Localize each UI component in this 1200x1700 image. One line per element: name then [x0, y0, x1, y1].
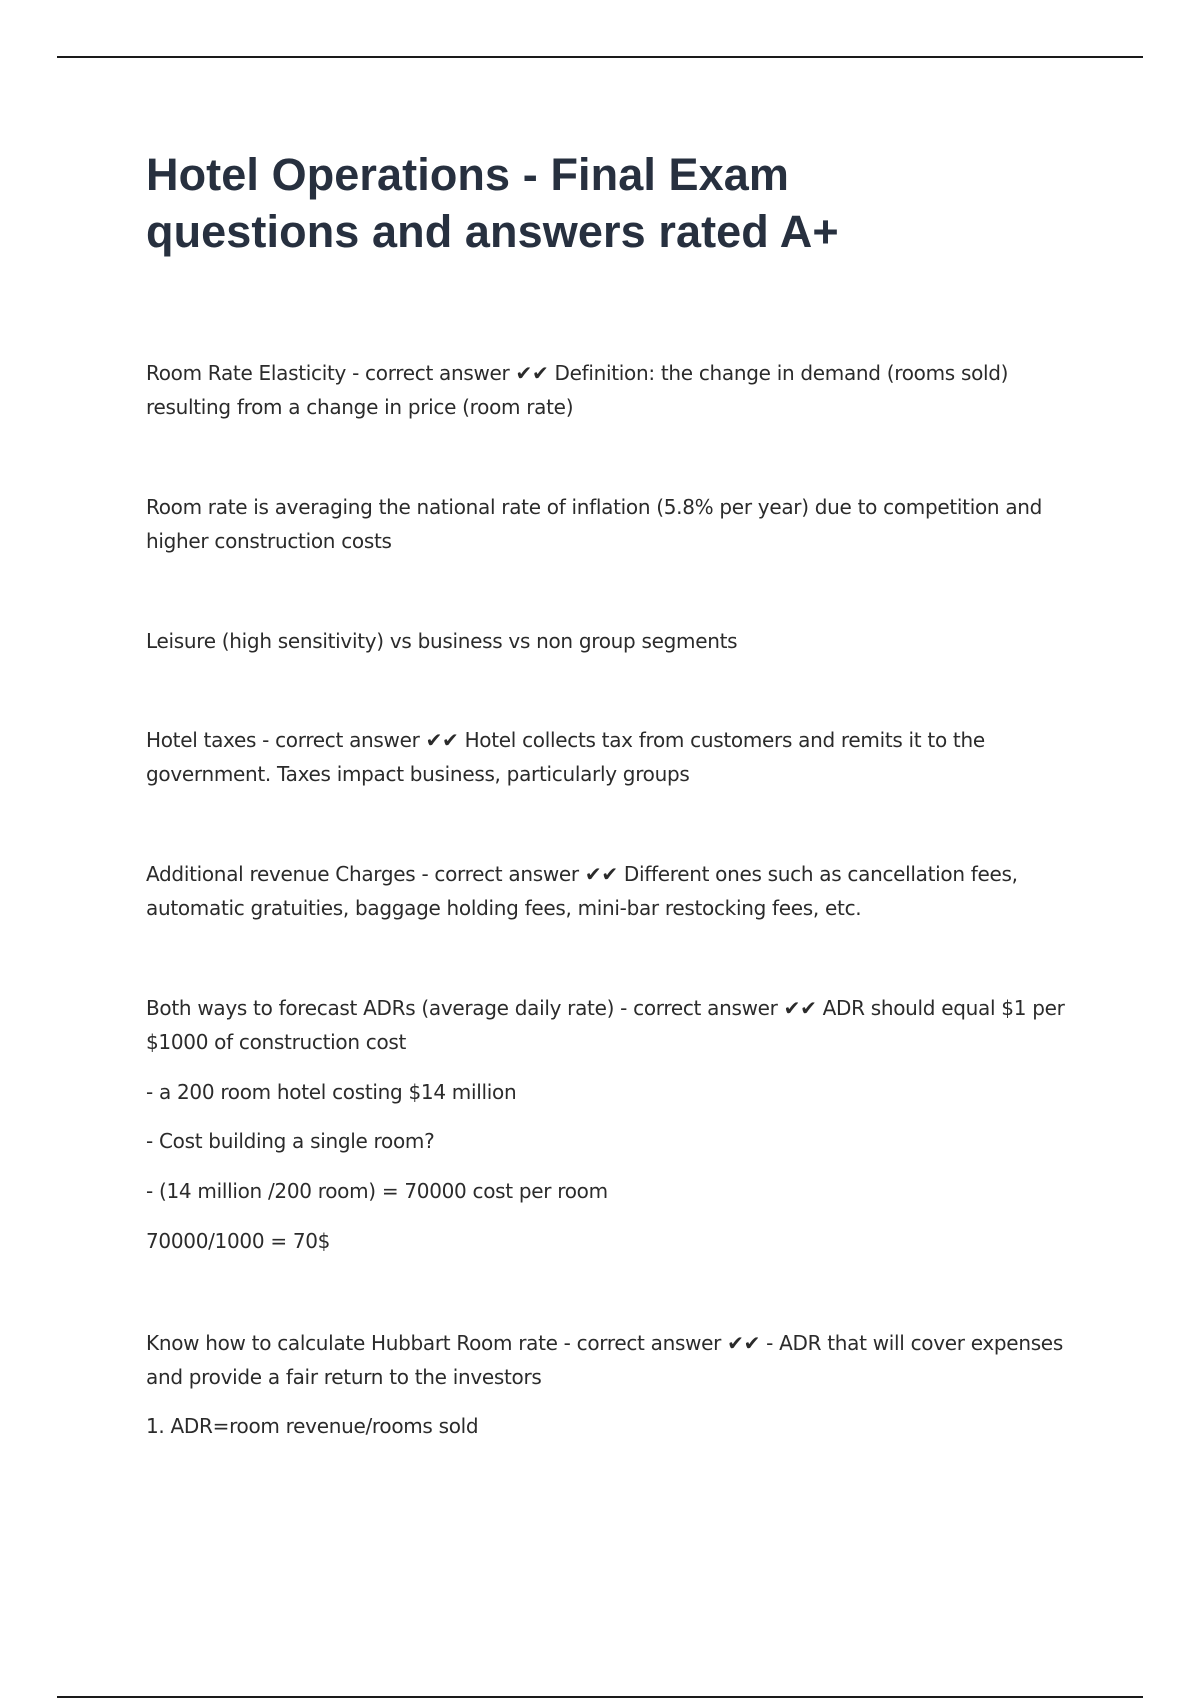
text-line: Know how to calculate Hubbart Room rate - correct answer ✔✔ - ADR that will cover expenses: [146, 1331, 1063, 1355]
text-line: and provide a fair return to the investors: [146, 1365, 542, 1389]
text-line: Leisure (high sensitivity) vs business vs non group segments: [146, 629, 738, 653]
paragraph-hubbart: [146, 1326, 1063, 1394]
header-rule: [57, 56, 1143, 58]
text-line: higher construction costs: [146, 529, 392, 553]
paragraph-room-rate-elasticity: [146, 356, 1008, 424]
paragraph-hotel-taxes: [146, 723, 985, 791]
paragraph-hotel-cost: [146, 1075, 516, 1109]
text-line: Additional revenue Charges - correct answer ✔✔ Different ones such as cancellation fees,: [146, 862, 1018, 886]
text-line: Room rate is averaging the national rate of inflation (5.8% per year) due to competition and: [146, 495, 1043, 519]
paragraph-adr-formula: [146, 1409, 478, 1443]
title-line: Hotel Operations - Final Exam: [146, 149, 790, 200]
text-line: - (14 million /200 room) = 70000 cost per room: [146, 1179, 608, 1203]
footer-rule: [57, 1696, 1143, 1698]
text-line: Hotel taxes - correct answer ✔✔ Hotel collects tax from customers and remits it to the: [146, 728, 985, 752]
paragraph-additional-charges: [146, 857, 1018, 925]
text-line: $1000 of construction cost: [146, 1030, 407, 1054]
paragraph-inflation: [146, 490, 1042, 558]
text-line: Room Rate Elasticity - correct answer ✔✔ Definition: the change in demand (rooms sold): [146, 361, 1009, 385]
document-body: [146, 146, 1096, 260]
text-line: government. Taxes impact business, particularly groups: [146, 762, 690, 786]
text-line: 70000/1000 = 70$: [146, 1229, 331, 1253]
document-title: [146, 146, 1096, 260]
paragraph-forecast-adr: [146, 991, 1065, 1059]
paragraph-segments: [146, 624, 737, 658]
text-line: - a 200 room hotel costing $14 million: [146, 1080, 517, 1104]
text-line: - Cost building a single room?: [146, 1129, 435, 1153]
text-line: automatic gratuities, baggage holding fees, mini-bar restocking fees, etc.: [146, 896, 862, 920]
paragraph-adr-result: [146, 1224, 330, 1258]
text-line: Both ways to forecast ADRs (average daily rate) - correct answer ✔✔ ADR should equal $1 per: [146, 996, 1065, 1020]
text-line: 1. ADR=room revenue/rooms sold: [146, 1414, 479, 1438]
title-line: questions and answers rated A+: [146, 206, 839, 257]
paragraph-cost-calc: [146, 1174, 608, 1208]
text-line: resulting from a change in price (room rate): [146, 395, 574, 419]
paragraph-cost-single-room: [146, 1124, 434, 1158]
